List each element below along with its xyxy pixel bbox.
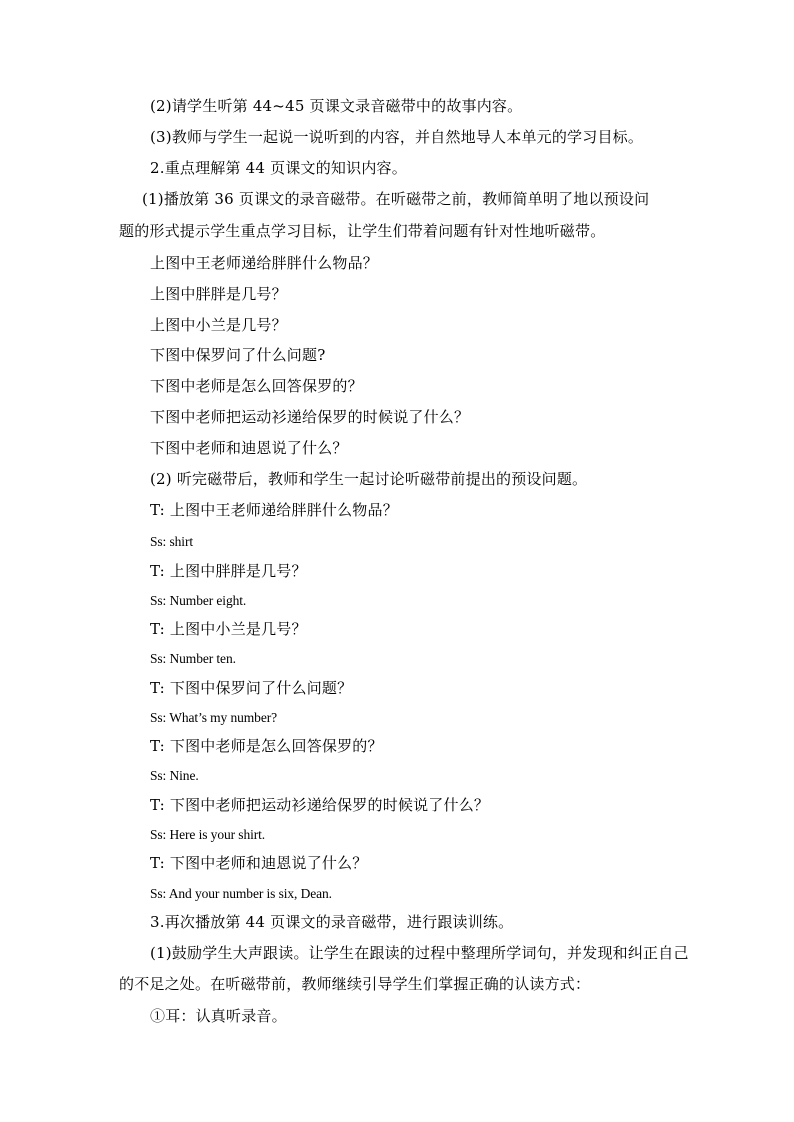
text-line: 的不足之处。在听磁带前，教师继续引导学生们掌握正确的认读方式： [119,975,591,993]
text-line: Ss: Number ten. [150,651,236,666]
text-line: 题的形式提示学生重点学习目标，让学生们带着问题有针对性地听磁带。 [119,222,606,240]
text-line: (3)教师与学生一起说一说听到的内容，并自然地导人本单元的学习目标。 [150,128,644,146]
text-line: Ss: And your number is six, Dean. [150,886,332,901]
text-line: (2)请学生听第 44~45 页课文录音磁带中的故事内容。 [150,97,523,115]
text-line: T: 上图中王老师递给胖胖什么物品？ [150,501,398,519]
text-line: T: 下图中老师把运动衫递给保罗的时候说了什么？ [150,796,490,814]
text-line: (1)播放第 36 页课文的录音磁带。在听磁带之前，教师简单明了地以预设问 [142,190,650,208]
text-line: T: 上图中胖胖是几号？ [150,562,307,580]
text-line: T: 上图中小兰是几号？ [150,620,307,638]
text-line: Ss: Number eight. [150,593,247,608]
text-line: T: 下图中老师和迪恩说了什么？ [150,854,368,872]
text-line: 上图中胖胖是几号？ [150,285,287,303]
text-line: (1)鼓励学生大声跟读。让学生在跟读的过程中整理所学词句，并发现和纠正自己 [150,944,689,962]
text-line: Ss: shirt [150,534,193,549]
text-line: T: 下图中保罗问了什么问题？ [150,679,353,697]
text-line: 3.再次播放第 44 页课文的录音磁带，进行跟读训练。 [150,913,514,931]
text-line: (2) 听完磁带后，教师和学生一起讨论听磁带前提出的预设问题。 [150,470,588,488]
text-line: 下图中老师把运动衫递给保罗的时候说了什么？ [150,408,470,426]
text-line: 下图中老师和迪恩说了什么？ [150,439,348,457]
text-line: Ss: What’s my number? [150,710,278,725]
text-line: 下图中保罗问了什么问题? [150,346,326,364]
text-line: 2.重点理解第 44 页课文的知识内容。 [150,159,407,177]
text-line: 上图中王老师递给胖胖什么物品？ [150,254,379,272]
text-line: T: 下图中老师是怎么回答保罗的？ [150,737,383,755]
text-line: Ss: Nine. [150,768,199,783]
text-line: ①耳：认真听录音。 [150,1007,287,1025]
text-line: Ss: Here is your shirt. [150,827,266,842]
text-line: 下图中老师是怎么回答保罗的？ [150,377,363,395]
text-line: 上图中小兰是几号？ [150,316,287,334]
